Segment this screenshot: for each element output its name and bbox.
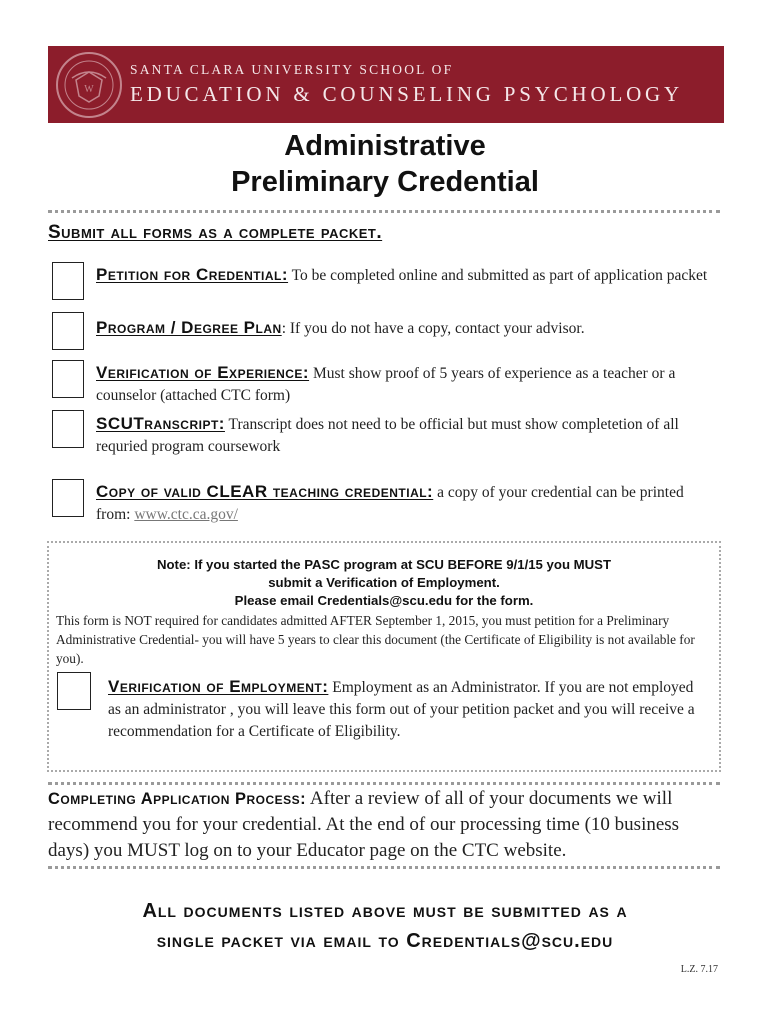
item-credential-copy	[96, 481, 716, 526]
item-transcript-text: Transcript does not need to be official but must show completetion of all requried program coursework	[96, 416, 679, 455]
item-petition-label: Petition for Credential:	[96, 265, 289, 284]
note-text: This form is NOT required for candidates admitted AFTER September 1, 2015, you must petition for a Preliminary Administrative Credential- you will have 5 years to clear this document (the Certificate of Eligibility is not available for you).	[56, 613, 695, 666]
checkbox-program-plan[interactable]	[52, 312, 84, 350]
item-employment	[108, 676, 704, 743]
university-banner	[48, 46, 724, 123]
checkbox-experience[interactable]	[52, 360, 84, 398]
item-program-plan	[96, 317, 716, 340]
title-line-2: Preliminary Credential	[231, 166, 539, 198]
note-heading	[48, 556, 720, 610]
university-seal-icon	[54, 50, 124, 120]
item-program-plan-label: Program / Degree Plan	[96, 318, 282, 337]
title-line-1: Administrative	[284, 130, 486, 162]
item-petition-text: To be completed online and submitted as part of application packet	[288, 267, 708, 284]
checkbox-transcript[interactable]	[52, 410, 84, 448]
note-bold-line-1: Note: If you started the PASC program at SCU BEFORE 9/1/15 you MUST	[156, 557, 612, 572]
completing-text: After a review of all of your documents we will recommend you for your credential. At the end of our processing time (10 business days) you MUST log on to your Educator page on the CTC website.	[48, 788, 680, 861]
item-program-plan-text: : If you do not have a copy, contact your advisor.	[281, 320, 585, 337]
item-experience-label: Verification of Experience:	[96, 363, 310, 382]
ctc-website-link[interactable]: www.ctc.ca.gov/	[134, 506, 238, 523]
item-credential-copy-label: Copy of valid CLEAR teaching credential:	[96, 482, 434, 501]
completing-label: Completing Application Process:	[48, 790, 307, 808]
footer-instruction	[0, 896, 770, 956]
note-bold-line-2: submit a Verification of Employment.	[268, 575, 500, 590]
item-credential-copy-text: a copy of your credential can be printed from:	[96, 484, 684, 523]
banner-department-line: EDUCATION & COUNSELING PSYCHOLOGY	[130, 82, 683, 106]
checkbox-credential-copy[interactable]	[52, 479, 84, 517]
footer-line-1: All documents listed above must be submitted as a	[142, 900, 628, 922]
item-employment-text: Employment as an Administrator. If you are not employed as an administrator , you will leave this form out of your petition packet and you will receive a recommendation for a Certificate of Eligibility.	[108, 679, 695, 740]
page-title	[0, 128, 770, 200]
checkbox-petition[interactable]	[52, 262, 84, 300]
item-experience-text: Must show proof of 5 years of experience as a teacher or a counselor (attached CTC form)	[96, 365, 676, 404]
banner-school-line: SANTA CLARA UNIVERSITY SCHOOL OF	[130, 62, 454, 77]
divider	[48, 782, 720, 785]
completing-process	[48, 786, 718, 864]
footer-line-2: single packet via email to Credentials@scu.edu	[156, 930, 614, 952]
svg-text:W: W	[84, 84, 94, 95]
divider	[48, 210, 720, 213]
item-petition	[96, 264, 716, 287]
document-code: L.Z. 7.17	[680, 964, 718, 975]
item-transcript	[96, 413, 716, 458]
checkbox-employment[interactable]	[57, 672, 91, 710]
item-experience	[96, 362, 716, 407]
item-transcript-label: SCUTranscript:	[96, 414, 225, 433]
divider	[48, 866, 720, 869]
note-bold-line-3: Please email Credentials@scu.edu for the form.	[234, 593, 534, 608]
submit-heading: Submit all forms as a complete packet.	[48, 222, 383, 243]
item-employment-label: Verification of Employment:	[108, 677, 329, 696]
